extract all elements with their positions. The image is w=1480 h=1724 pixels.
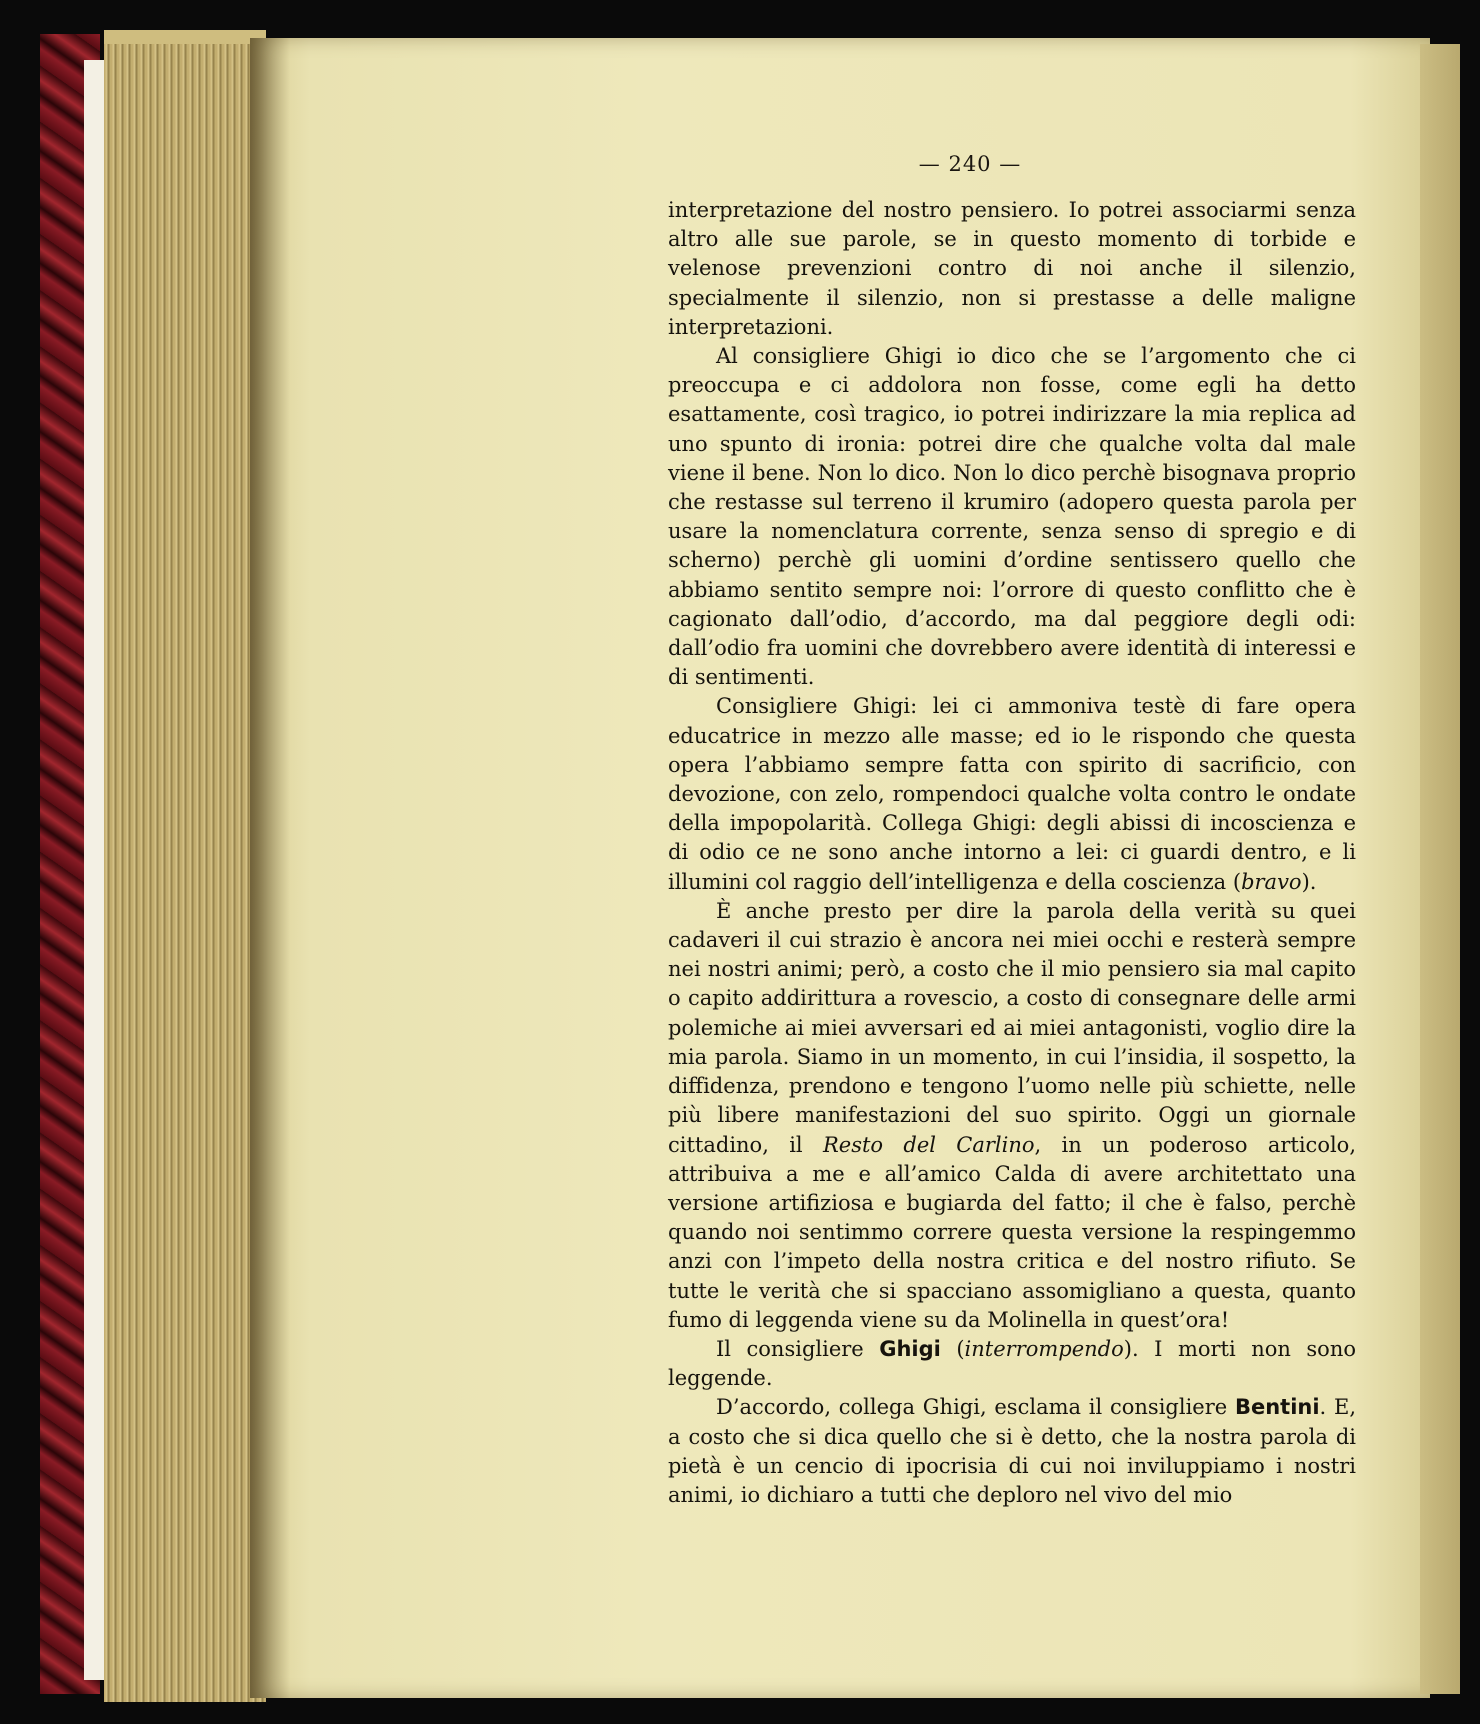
page-edges-top	[104, 30, 266, 44]
text-run: Al consigliere Ghigi io dico che se l’argomento che ci preoccupa e ci addolora non fosse, come egli ha detto esattamente, così tragico, io potrei indirizzare la mia replica ad uno spunto di ironia: potrei dire che qualche volta dal male viene il bene. Non lo dico. Non lo dico perchè bisognava proprio che restasse sul terreno il krumiro (adopero questa parola per usare la nomenclatura corrente, senza senso di spregio e di scherno) perchè gli uomini d’ordine sentissero quello che abbiamo sentito sempre noi: l’orrore di questo conflitto che è cagionato dall’odio, d’accordo, ma dal peggiore degli odi: dall’odio fra uomini che dovrebbero avere identità di interessi e di sentimenti.	[668, 344, 1356, 690]
paragraph-p5	[668, 1335, 1356, 1393]
text-run: Ghigi	[879, 1336, 941, 1361]
text-run: bravo	[1241, 869, 1302, 894]
text-run: È anche presto per dire la parola della verità su quei cadaveri il cui strazio è ancora nei miei occhi e resterà sempre nei nostri animi; però, a costo che il mio pensiero sia mal capito o capito addirittura a rovescio, a costo di consegnare delle armi polemiche ai miei avversari ed ai miei antagonisti, voglio dire la mia parola. Siamo in un momento, in cui l’insidia, il sospetto, la diffidenza, prendono e tengono l’uomo nelle più schiette, nelle più libere manifestazioni del suo spirito. Oggi un giornale cittadino, il	[668, 898, 1356, 1157]
text-run: . E, a costo che si dica quello che si è detto, che la nostra parola di pietà è un cencio di ipocrisia di cui noi inviluppiamo i nostri animi, io dichiaro a tutti che deploro nel vivo del mio	[668, 1395, 1356, 1507]
paragraph-p2	[668, 342, 1356, 692]
text-run: interpretazione del nostro pensiero. Io potrei associarmi senza altro alle sue parole, se in questo momento di torbide e velenose prevenzioni contro di noi anche il silenzio, specialmente il silenzio, non si prestasse a delle maligne interpretazioni.	[668, 198, 1356, 339]
text-run: interrompendo	[964, 1336, 1124, 1361]
paragraph-p3	[668, 692, 1356, 896]
text-run: , in un poderoso articolo, attribuiva a me e all’amico Calda di avere architettato una versione artifiziosa e bugiarda del fatto; il che è falso, perchè quando noi sentimmo correre questa versione la respingemmo anzi con l’impeto della nostra critica e del nostro rifiuto. Se tutte le verità che si spacciano assomigliano a questa, quanto fumo di leggenda viene su da Molinella in quest’ora!	[668, 1132, 1356, 1332]
paragraph-p6	[668, 1393, 1356, 1510]
page-number: — 240 —	[918, 152, 1022, 176]
gutter-shadow	[250, 38, 290, 1698]
text-run: ). I morti non sono leggende.	[668, 1336, 1356, 1391]
text-run: Consigliere Ghigi: lei ci ammoniva testè di fare opera educatrice in mezzo alle masse; ed io le rispondo che questa opera l’abbiamo sempre fatta con spirito di sacrificio, con devozione, con zelo, rompendoci qualche volta contro le ondate della impopolarità. Collega Ghigi: degli abissi di incoscienza e di odio ce ne sono anche intorno a lei: ci guardi dentro, e li illumini col raggio dell’intelligenza e della coscienza (	[668, 694, 1356, 894]
text-run: Resto del Carlino	[822, 1132, 1035, 1157]
paragraph-p1	[668, 196, 1356, 342]
cover-endpaper	[84, 60, 106, 1680]
text-run: D’accordo, collega Ghigi, esclama il consigliere	[716, 1395, 1235, 1420]
text-run: (	[940, 1336, 965, 1361]
text-run: Il consigliere	[716, 1336, 880, 1361]
text-run: ).	[1301, 869, 1317, 894]
paragraph-p4	[668, 897, 1356, 1335]
body-text	[668, 196, 1356, 1510]
page-edges	[104, 32, 266, 1702]
facing-page-edge	[1420, 44, 1460, 1694]
text-run: Bentini	[1234, 1395, 1320, 1420]
